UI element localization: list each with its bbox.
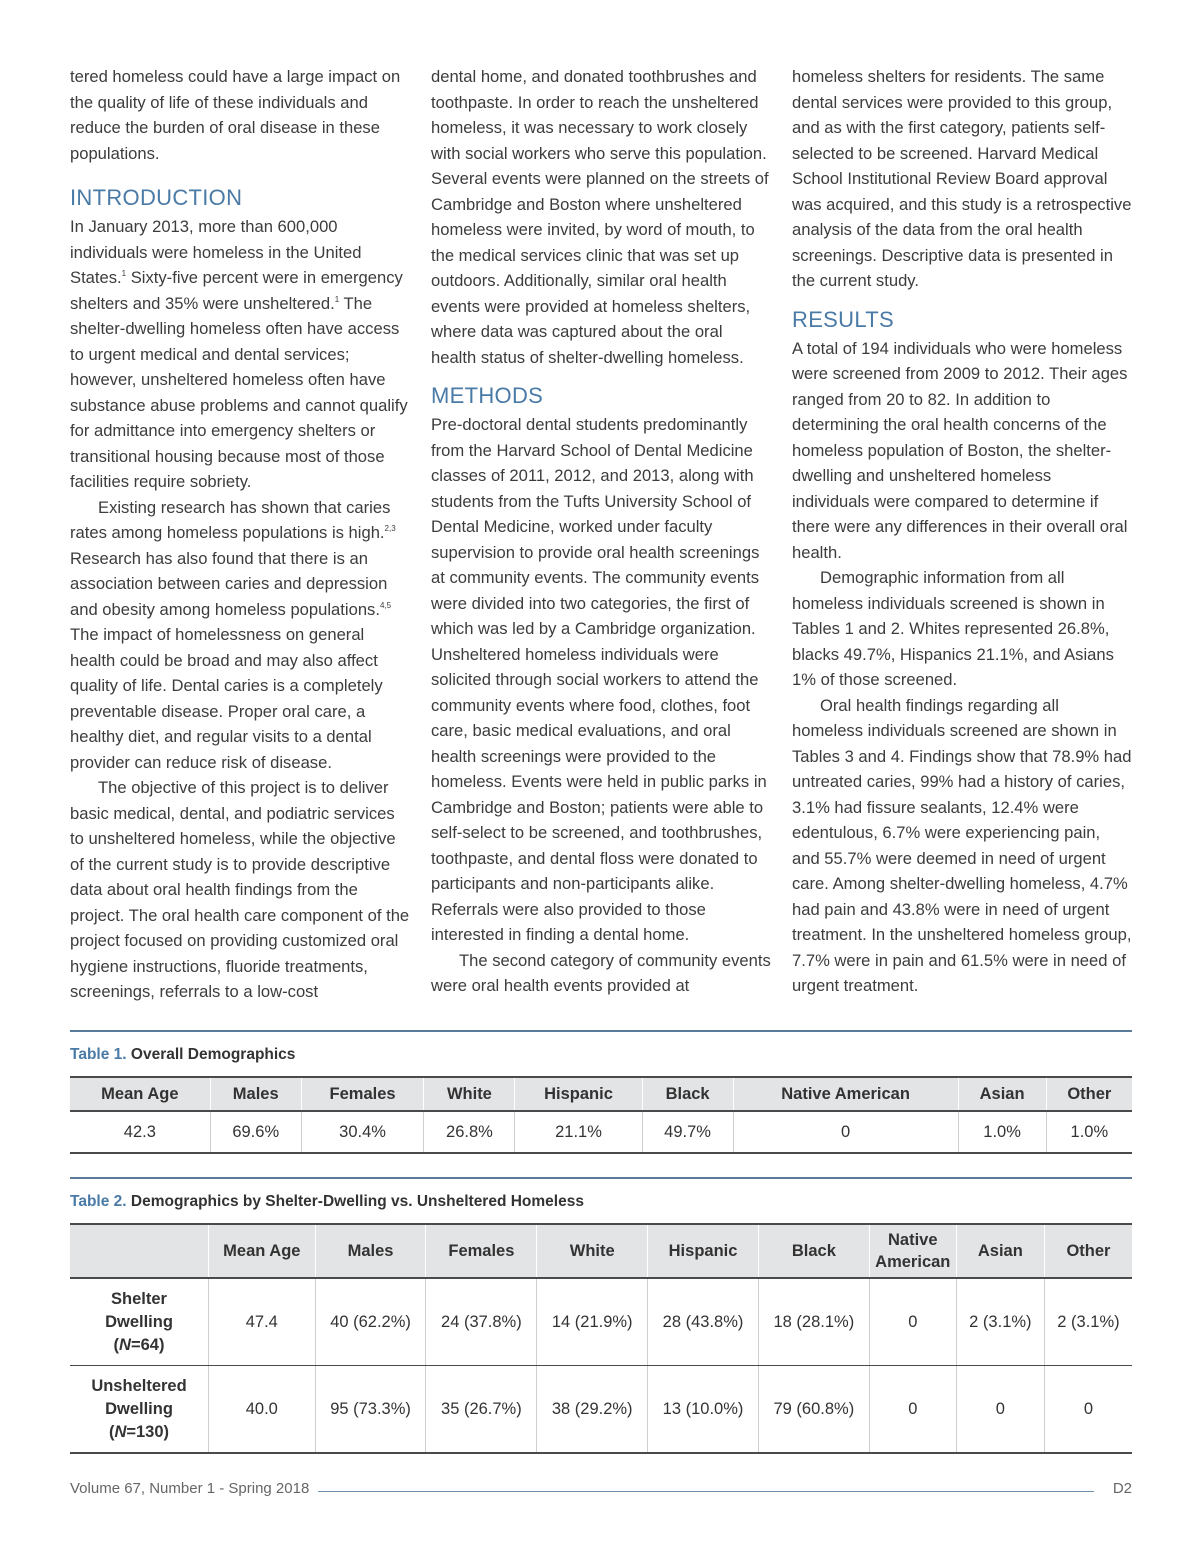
row-header-n [74, 1421, 204, 1444]
citation: 1 [121, 269, 127, 278]
n-paren: ( [113, 1335, 120, 1354]
footer-rule [318, 1491, 1094, 1492]
table-label: Table 1. [70, 1046, 127, 1063]
table-cell: 38 (29.2%) [537, 1366, 648, 1454]
row-header-n [74, 1334, 204, 1357]
paragraph: dental home, and donated toothbrushes and toothpaste. In order to reach the unsheltered homeless, it was necessary to work closely with social workers who serve this population. Several events were planned on the streets of Cambridge and Boston where unsheltered homeless were invited, by word of mouth, to the medical services clinic that was set up outdoors. Additionally, similar oral health events were provided at homeless shelters, where data was captured about the oral health status of shelter-dwelling homeless. [431, 67, 769, 367]
table-cell: 40 (62.2%) [315, 1278, 426, 1366]
paragraph [70, 214, 410, 495]
page-footer [70, 1480, 1132, 1502]
text-run: Existing research has shown that caries rates among homeless populations is high. [70, 497, 391, 542]
column-header: Native American [733, 1077, 958, 1111]
column-header: Black [758, 1224, 869, 1278]
column-header: Hispanic [515, 1077, 642, 1111]
table-cell: 30.4% [301, 1111, 424, 1153]
table-caption [70, 1193, 1132, 1211]
table-cell: 13 (10.0%) [648, 1366, 759, 1454]
table-cell: 79 (60.8%) [758, 1366, 869, 1454]
table-cell: 28 (43.8%) [648, 1278, 759, 1366]
row-header-line: Dwelling [105, 1312, 173, 1331]
table-title: Overall Demographics [130, 1046, 296, 1063]
column-header: Asian [956, 1224, 1044, 1278]
table-cell: 2 (3.1%) [956, 1278, 1044, 1366]
column-header: Mean Age [209, 1224, 316, 1278]
table-cell: 35 (26.7%) [426, 1366, 537, 1454]
text-run: Sixty-five percent were in emergency shelters and 35% were unsheltered. [70, 268, 403, 313]
column-header: Females [426, 1224, 537, 1278]
table-caption [70, 1046, 1132, 1064]
header-row [70, 1224, 1132, 1278]
table-cell: 0 [733, 1111, 958, 1153]
demographics-table [70, 1076, 1132, 1154]
table-cell: 18 (28.1%) [758, 1278, 869, 1366]
n-value: =64) [130, 1335, 165, 1354]
paragraph: Pre-doctoral dental students predominantly from the Harvard School of Dental Medicine classes of 2011, 2012, and 2013, along with students from the Tufts University School of Dental Medicine, worked under faculty supervision to provide oral health screenings at community events. The community events were divided into two categories, the first of which was led by a Cambridge organization. Unsheltered homeless individuals were solicited through social workers to attend the community events where food, clothes, foot care, basic medical evaluations, and oral health screenings were provided to the homeless. Events were held in public parks in Cambridge and Boston; patients were able to self-select to be screened, and toothbrushes, toothpaste, and dental floss were donated to participants and non-participants alike. Referrals were also provided to those interested in finding a dental home. [431, 415, 767, 944]
table-cell: 21.1% [515, 1111, 642, 1153]
row-header-line: Dwelling [105, 1399, 173, 1418]
table-rule [70, 1030, 1132, 1032]
text-run: The shelter-dwelling homeless often have access to urgent medical and dental services; however, unsheltered homeless often have substance abuse problems and cannot qualify for admittance into emergency shelters or transitional housing because most of those facilities require sobriety. [70, 293, 408, 491]
citation: 4,5 [379, 600, 392, 610]
n-paren: ( [108, 1422, 115, 1441]
table-cell: 49.7% [642, 1111, 733, 1153]
section-heading-introduction: INTRODUCTION [70, 185, 243, 210]
row-header [70, 1366, 209, 1454]
table-cell: 0 [956, 1366, 1044, 1454]
citation: 1 [334, 294, 340, 304]
table-cell: 1.0% [1046, 1111, 1132, 1153]
row-header [70, 1278, 209, 1366]
table-title: Demographics by Shelter-Dwelling vs. Unsheltered Homeless [130, 1193, 584, 1210]
column-1 [70, 64, 410, 1005]
column-header: Other [1044, 1224, 1132, 1278]
column-header: White [537, 1224, 648, 1278]
paragraph: Demographic information from all homeless individuals screened is shown in Tables 1 and 2. Whites represented 26.8%, blacks 49.7%, Hispanics 21.1%, and Asians 1% of those screened. [792, 568, 1114, 689]
table-cell: 40.0 [209, 1366, 316, 1454]
table-rule [70, 1177, 1132, 1179]
column-header: White [424, 1077, 515, 1111]
column-header: Males [210, 1077, 301, 1111]
column-header: Native American [869, 1224, 956, 1278]
text-run: The impact of homelessness on general health could be broad and may also affect quality of life. Dental caries is a completely preventable disease. Proper oral care, a healthy diet, and regular visits to a dental provider can reduce risk of disease. [70, 625, 383, 772]
column-header: Males [315, 1224, 426, 1278]
journal-volume: Volume 67, Number 1 - Spring 2018 [70, 1480, 310, 1497]
n-symbol: N [114, 1422, 127, 1441]
paragraph: A total of 194 individuals who were homeless were screened from 2009 to 2012. Their ages ranged from 20 to 82. In addition to determining the oral health concerns of the homeless population of Boston, the shelter-dwelling and unsheltered homeless individuals were compared to determine if there were any differences in their overall oral health. [792, 338, 1128, 562]
row-header-line: Shelter [111, 1289, 167, 1308]
demographics-by-shelter-table [70, 1223, 1132, 1454]
text-run: In January 2013, more than 600,000 individuals were homeless in the United States. [70, 217, 362, 287]
column-header: Black [642, 1077, 733, 1111]
table-label: Table 2. [70, 1193, 127, 1210]
table-cell: 0 [869, 1278, 956, 1366]
body-columns [70, 64, 1132, 1014]
table-cell: 47.4 [209, 1278, 316, 1366]
column-2 [431, 64, 771, 999]
paragraph: Oral health findings regarding all homeless individuals screened are shown in Tables 3 and 4. Findings show that 78.9% had untreated caries, 99% had a history of caries, 3.1% had fissure sealants, 12.4% were edentulous, 6.7% were experiencing pain, and 55.7% were deemed in need of urgent care. Among shelter-dwelling homeless, 4.7% had pain and 43.8% were in need of urgent treatment. In the unsheltered homeless group, 7.7% were in pain and 61.5% were in need of urgent treatment. [792, 695, 1132, 995]
n-value: =130) [126, 1422, 170, 1441]
column-header: Hispanic [648, 1224, 759, 1278]
n-symbol: N [119, 1335, 131, 1354]
table-cell: 0 [1044, 1366, 1132, 1454]
table-2 [70, 1177, 1132, 1454]
page-number: D2 [1112, 1480, 1132, 1497]
column-header: Females [301, 1077, 424, 1111]
paragraph: homeless shelters for residents. The same dental services were provided to this group, and as with the first category, patients self-selected to be screened. Harvard Medical School Institutional Review Board approval was acquired, and this study is a retrospective analysis of the data from the oral health screenings. Descriptive data is presented in the current study. [792, 67, 1132, 290]
paragraph: The second category of community events were oral health events provided at [431, 950, 771, 995]
table-cell: 26.8% [424, 1111, 515, 1153]
table-row [70, 1111, 1132, 1153]
column-header: Asian [958, 1077, 1046, 1111]
column-header: Other [1046, 1077, 1132, 1111]
citation: 2,3 [384, 524, 396, 533]
table-cell: 95 (73.3%) [315, 1366, 426, 1454]
table-row [70, 1366, 1132, 1454]
paragraph: tered homeless could have a large impact on the quality of life of these individuals and reduce the burden of oral disease in these populations. [70, 67, 401, 163]
table-row [70, 1278, 1132, 1366]
table-cell: 1.0% [958, 1111, 1046, 1153]
text-run: Research has also found that there is an association between caries and depression and obesity among homeless populations. [70, 548, 388, 619]
table-cell: 0 [869, 1366, 956, 1454]
section-heading-results: RESULTS [792, 306, 894, 332]
row-header-line: Unsheltered [91, 1376, 187, 1395]
table-cell: 42.3 [70, 1111, 210, 1153]
table-cell: 24 (37.8%) [426, 1278, 537, 1366]
column-header: Mean Age [70, 1077, 210, 1111]
column-header-blank [70, 1224, 209, 1278]
table-cell: 2 (3.1%) [1044, 1278, 1132, 1366]
table-1 [70, 1030, 1132, 1154]
paragraph [70, 495, 410, 776]
column-3 [792, 64, 1132, 999]
header-row [70, 1077, 1132, 1111]
table-cell: 14 (21.9%) [537, 1278, 648, 1366]
table-cell: 69.6% [210, 1111, 301, 1153]
paragraph: The objective of this project is to deliver basic medical, dental, and podiatric services to unsheltered homeless, while the objective of the current study is to provide descriptive data about oral health findings from the project. The oral health care component of the project focused on providing customized oral hygiene instructions, fluoride treatments, screenings, referrals to a low-cost [70, 778, 410, 1001]
section-heading-methods: METHODS [431, 383, 544, 408]
